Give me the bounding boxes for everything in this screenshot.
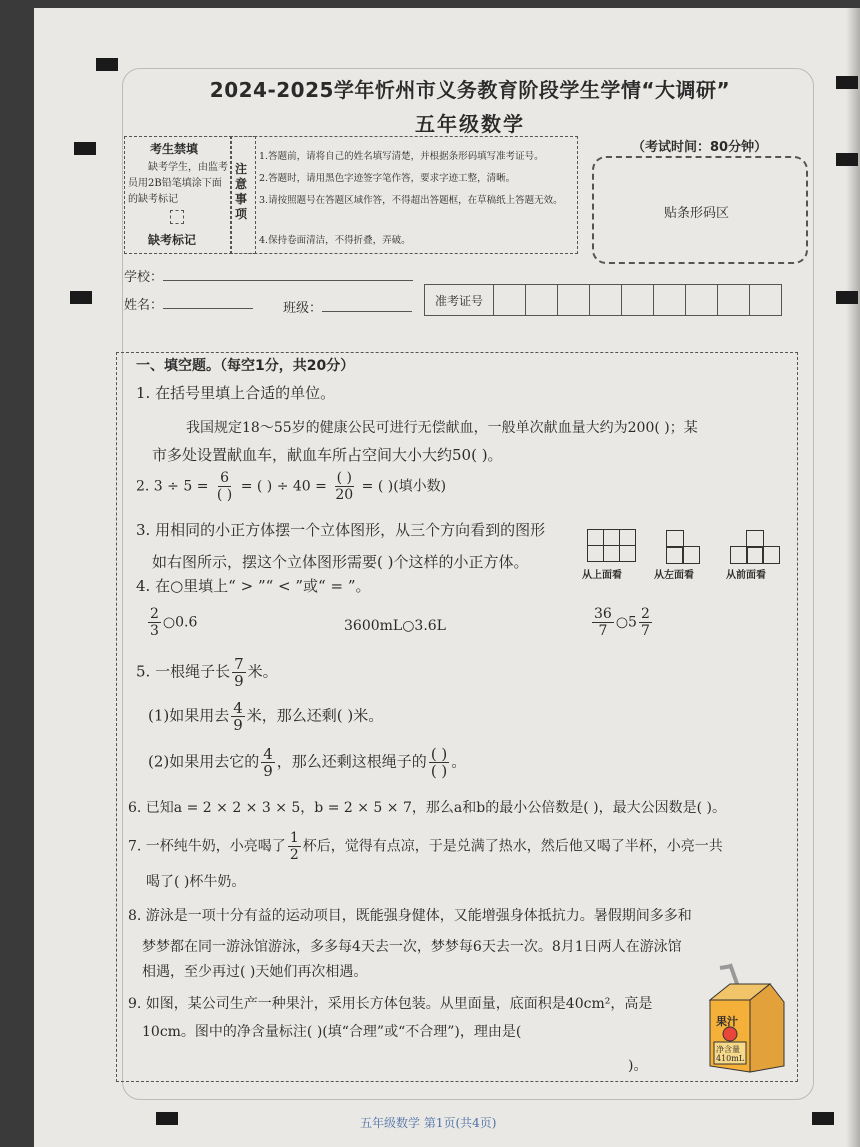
absent-mark-label: 缺考标记: [148, 233, 197, 247]
barcode-label: 贴条形码区: [664, 206, 730, 221]
juice-net-value: 410mL: [716, 1054, 745, 1063]
q5-b-num: 4: [263, 745, 273, 763]
q5-stem-pre: 5. 一根绳子长: [136, 662, 231, 681]
school-field: [124, 266, 413, 285]
exam-title: 2024-2025学年忻州市义务教育阶段学生学情“大调研”: [209, 78, 731, 102]
absent-title: 考生禁填: [150, 142, 199, 156]
exam-time: （考试时间：80分钟）: [632, 140, 768, 155]
q4-c1-num: 2: [150, 606, 159, 622]
q5-part-2: [148, 746, 466, 779]
notice-side-label: 注意事项: [235, 162, 248, 221]
alignment-mark: [836, 153, 858, 166]
q5-b-pre: (2)如果用去它的: [148, 752, 260, 771]
q2-suffix: = ( )(填小数): [361, 478, 447, 495]
q5-b-den: 9: [263, 762, 273, 780]
school-input[interactable]: [163, 266, 413, 281]
alignment-mark: [74, 142, 96, 155]
q1-stem: 1. 在括号里填上合适的单位。: [136, 384, 336, 402]
q4-stem: 4. 在○里填上“ > ”“ < ”或“ = ”。: [136, 577, 371, 595]
view-left-figure: [666, 530, 700, 562]
ticket-digit-cell[interactable]: [526, 285, 558, 316]
section-heading: 一、填空题。（每空1分，共20分）: [136, 358, 355, 374]
class-label: 班级：: [283, 301, 323, 316]
juice-box-illustration: [700, 962, 790, 1074]
q4-c1-rest: ○0.6: [162, 614, 198, 631]
q2-prefix: 2. 3 ÷ 5 =: [136, 478, 209, 495]
q8-line1: 8. 游泳是一项十分有益的运动项目，既能强身健体，又能增强身体抵抗力。暑假期间多多和: [128, 908, 692, 924]
ticket-digit-cell[interactable]: [558, 285, 590, 316]
notice-rule-3: 3.请按照题号在答题区域作答，不得超出答题框，在草稿纸上答题无效。: [259, 195, 563, 206]
page-footer: 五年级数学 第1页(共4页): [360, 1116, 497, 1130]
q5-stem: [136, 656, 278, 689]
q4-c3-num: 36: [594, 606, 612, 622]
q7-den: 2: [289, 847, 299, 863]
alignment-mark: [156, 1112, 178, 1125]
q3-line2: 如右图所示，摆这个立体图形需要( )个这样的小正方体。: [152, 553, 529, 571]
q5-b-fden: ( ): [430, 762, 448, 780]
q5-stem-den: 9: [234, 672, 244, 690]
q4-c1-den: 3: [150, 623, 159, 639]
q5-b-fraction: [261, 746, 275, 779]
view-top-label: 从上面看: [582, 570, 622, 581]
q5-b-answer-fraction: [429, 746, 449, 779]
q6: 6. 已知a = 2 × 2 × 3 × 5，b = 2 × 5 × 7，那么a和b的最小公倍数是( )，最大公因数是( )。: [128, 800, 726, 816]
ticket-number-field: [424, 284, 782, 316]
ticket-digit-cell[interactable]: [718, 285, 750, 316]
juice-label: 果汁: [716, 1015, 738, 1028]
alignment-mark: [836, 76, 858, 89]
q5-b-fnum: ( ): [430, 745, 448, 763]
alignment-mark: [70, 291, 92, 304]
q4-c3-fraction: [592, 606, 614, 639]
ticket-digit-cell[interactable]: [622, 285, 654, 316]
juice-net-label: 净含量: [716, 1045, 740, 1054]
view-left-label: 从左面看: [654, 570, 694, 581]
q5-b-mid: ，那么还剩这根绳子的: [276, 752, 427, 771]
q4-c3b-fraction: [639, 606, 652, 639]
q7-post: 杯后，觉得有点凉，于是兑满了热水，然后他又喝了半杯，小亮一共: [302, 838, 723, 855]
q5-stem-fraction: [232, 656, 246, 689]
school-label: 学校：: [124, 270, 164, 285]
juice-box-icon: [700, 962, 790, 1074]
notice-rule-1: 1.答题前，请将自己的姓名填写清楚，并根据条形码填写准考证号。: [259, 151, 544, 162]
q2-f1-den: ( ): [216, 487, 233, 503]
ticket-number-label: 准考证号: [425, 285, 494, 316]
notice-rule-4: 4.保持卷面清洁，不得折叠，弄破。: [259, 235, 411, 246]
class-field: [283, 297, 412, 316]
q5-a-post: 米，那么还剩( )米。: [246, 706, 384, 725]
view-front-label: 从前面看: [726, 570, 766, 581]
q9-line3: )。: [628, 1058, 648, 1074]
q4-compare-1: [146, 606, 197, 639]
q8-line3: 相遇，至少再过( )天她们再次相遇。: [142, 964, 368, 980]
alignment-mark: [812, 1112, 834, 1125]
q1-line1: 我国规定18～55岁的健康公民可进行无偿献血，一般单次献血量大约为200( )；某: [186, 420, 698, 436]
q2-f2-num: ( ): [336, 470, 352, 486]
q5-a-fraction: [231, 700, 245, 733]
q4-c3b-den: 7: [640, 623, 650, 639]
alignment-mark: [96, 58, 118, 71]
q2-fraction-2: [333, 470, 355, 503]
q2-mid: = ( ) ÷ 40 =: [240, 478, 327, 495]
q3-line1: 3. 用相同的小正方体摆一个立体图形，从三个方向看到的图形: [136, 521, 546, 539]
q9-line2: 10cm。图中的净含量标注( )(填“合理”或“不合理”)，理由是(: [142, 1024, 522, 1040]
q8-line2: 梦梦都在同一游泳馆游泳，多多每4天去一次，梦梦每6天去一次。8月1日两人在游泳馆: [142, 939, 682, 955]
ticket-digit-cell[interactable]: [686, 285, 718, 316]
notice-rule-2: 2.答题时，请用黑色字迹签字笔作答，要求字迹工整，清晰。: [259, 173, 516, 184]
absent-text: 缺考学生，由监考员用2B铅笔填涂下面的缺考标记: [128, 162, 228, 205]
view-front-figure: [730, 530, 780, 562]
name-field: [124, 294, 253, 313]
q2-f2-den: 20: [335, 487, 354, 503]
q4-compare-2: 3600mL○3.6L: [344, 618, 446, 634]
q7-line2: 喝了( )杯牛奶。: [146, 874, 246, 890]
view-top-figure: [588, 530, 636, 562]
q2-f1-num: 6: [220, 470, 230, 486]
class-input[interactable]: [322, 297, 412, 312]
q5-stem-num: 7: [234, 655, 244, 673]
alignment-mark: [836, 291, 858, 304]
q5-a-pre: (1)如果用去: [148, 706, 230, 725]
q5-a-den: 9: [233, 716, 243, 734]
q9-line1: 9. 如图，某公司生产一种果汁，采用长方体包装。从里面量，底面积是40cm²，高是: [128, 996, 653, 1012]
ticket-digit-cell[interactable]: [494, 285, 526, 316]
ticket-digit-cell[interactable]: [590, 285, 622, 316]
q7-line1: [128, 830, 723, 863]
q2: [136, 470, 446, 503]
q4-compare-3: [590, 606, 654, 639]
q4-c3-mid: ○5: [615, 614, 637, 631]
q2-fraction-1: [215, 470, 234, 503]
name-label: 姓名：: [124, 298, 164, 313]
q4-c3b-num: 2: [640, 606, 650, 622]
q7-pre: 7. 一杯纯牛奶，小亮喝了: [128, 838, 286, 855]
q7-fraction: [288, 830, 301, 863]
absent-checkbox[interactable]: [170, 210, 184, 224]
q5-a-num: 4: [233, 699, 243, 717]
q5-b-post: 。: [451, 752, 467, 771]
q7-num: 1: [289, 830, 299, 846]
q4-c1-fraction: [148, 606, 161, 639]
exam-subtitle: 五年级数学: [415, 112, 525, 136]
q1-line2: 市多处设置献血车，献血车所占空间大小大约50( )。: [152, 446, 503, 464]
q5-stem-post: 米。: [247, 662, 278, 681]
ticket-digit-cell[interactable]: [654, 285, 686, 316]
q5-part-1: [148, 700, 383, 733]
ticket-digit-cell[interactable]: [750, 285, 782, 316]
q4-c3-den: 7: [598, 623, 608, 639]
name-input[interactable]: [163, 294, 253, 309]
